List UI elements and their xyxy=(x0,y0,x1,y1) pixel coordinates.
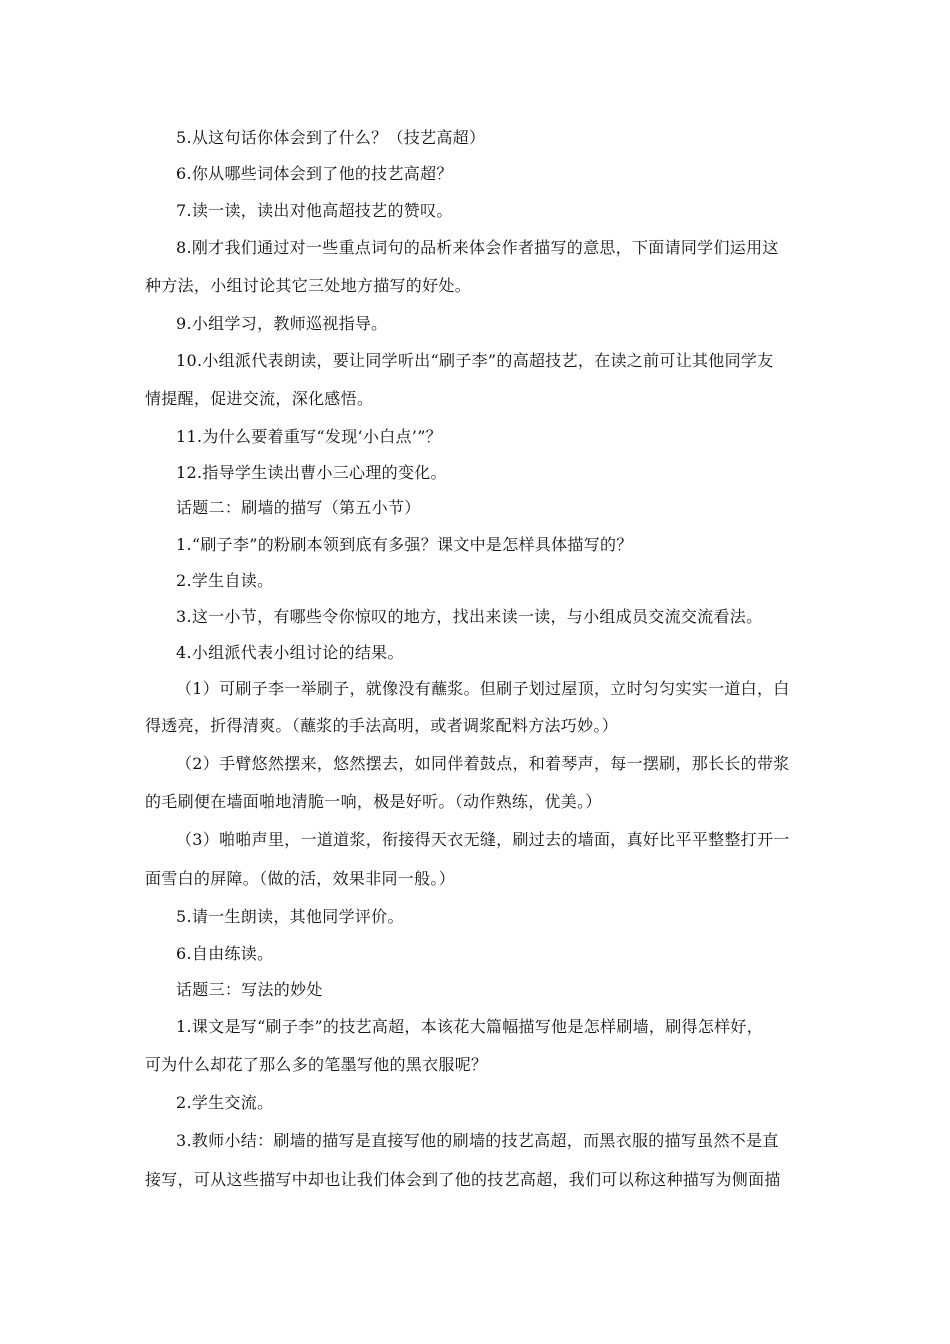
paragraph-line: 接写，可从这些描写中却也让我们体会到了他的技艺高超，我们可以称这种描写为侧面描 xyxy=(145,1170,781,1189)
paragraph-line: 9.小组学习，教师巡视指导。 xyxy=(176,314,388,333)
paragraph-line: 6.你从哪些词体会到了他的技艺高超？ xyxy=(176,164,453,183)
paragraph-line: 得透亮，折得清爽。（蘸浆的手法高明，或者调浆配料方法巧妙。） xyxy=(145,716,619,735)
section-heading: 话题三：写法的妙处 xyxy=(176,980,323,999)
paragraph-line: 1.“刷子李”的粉刷本领到底有多强？课文中是怎样具体描写的？ xyxy=(176,535,633,554)
paragraph-line: 12.指导学生读出曹小三心理的变化。 xyxy=(176,463,447,482)
paragraph-line: 种方法，小组讨论其它三处地方描写的好处。 xyxy=(145,276,472,295)
paragraph-line: （1）可刷子李一举刷子，就像没有蘸浆。但刷子划过屋顶，立时匀匀实实一道白，白 xyxy=(176,679,790,698)
paragraph-line: （2）手臂悠然摆来，悠然摆去，如同伴着鼓点，和着琴声，每一摆刷，那长长的带浆 xyxy=(176,754,790,773)
paragraph-line: 5.请一生朗读，其他同学评价。 xyxy=(176,907,404,926)
paragraph-line: 7.读一读，读出对他高超技艺的赞叹。 xyxy=(176,201,453,220)
paragraph-line: 3.教师小结：刷墙的描写是直接写他的刷墙的技艺高超，而黑衣服的描写虽然不是直 xyxy=(176,1131,779,1150)
paragraph-line: 3.这一小节，有哪些令你惊叹的地方，找出来读一读，与小组成员交流交流看法。 xyxy=(176,607,763,626)
paragraph-line: 11.为什么要着重写“发现‘小白点’”？ xyxy=(176,427,442,446)
paragraph-line: 2.学生交流。 xyxy=(176,1093,274,1112)
paragraph-line: 可为什么却花了那么多的笔墨写他的黑衣服呢？ xyxy=(145,1055,488,1074)
paragraph-line: 5.从这句话你体会到了什么？（技艺高超） xyxy=(176,128,486,147)
paragraph-line: 6.自由练读。 xyxy=(176,944,274,963)
paragraph-line: （3）啪啪声里，一道道浆，衔接得天衣无缝，刷过去的墙面，真好比平平整整打开一 xyxy=(176,830,790,849)
paragraph-line: 4.小组派代表小组讨论的结果。 xyxy=(176,643,404,662)
paragraph-line: 1.课文是写“刷子李”的技艺高超，本该花大篇幅描写他是怎样刷墙，刷得怎样好， xyxy=(176,1017,764,1036)
paragraph-line: 的毛刷便在墙面啪地清脆一响，极是好听。（动作熟练，优美。） xyxy=(145,792,602,811)
paragraph-line: 2.学生自读。 xyxy=(176,571,274,590)
paragraph-line: 情提醒，促进交流，深化感悟。 xyxy=(145,389,374,408)
section-heading: 话题二：刷墙的描写（第五小节） xyxy=(176,498,421,517)
paragraph-line: 10.小组派代表朗读，要让同学听出“刷子李”的高超技艺，在读之前可让其他同学友 xyxy=(176,351,774,370)
paragraph-line: 面雪白的屏障。（做的活，效果非同一般。） xyxy=(145,869,456,888)
paragraph-line: 8.刚才我们通过对一些重点词句的品析来体会作者描写的意思，下面请同学们运用这 xyxy=(176,238,779,257)
